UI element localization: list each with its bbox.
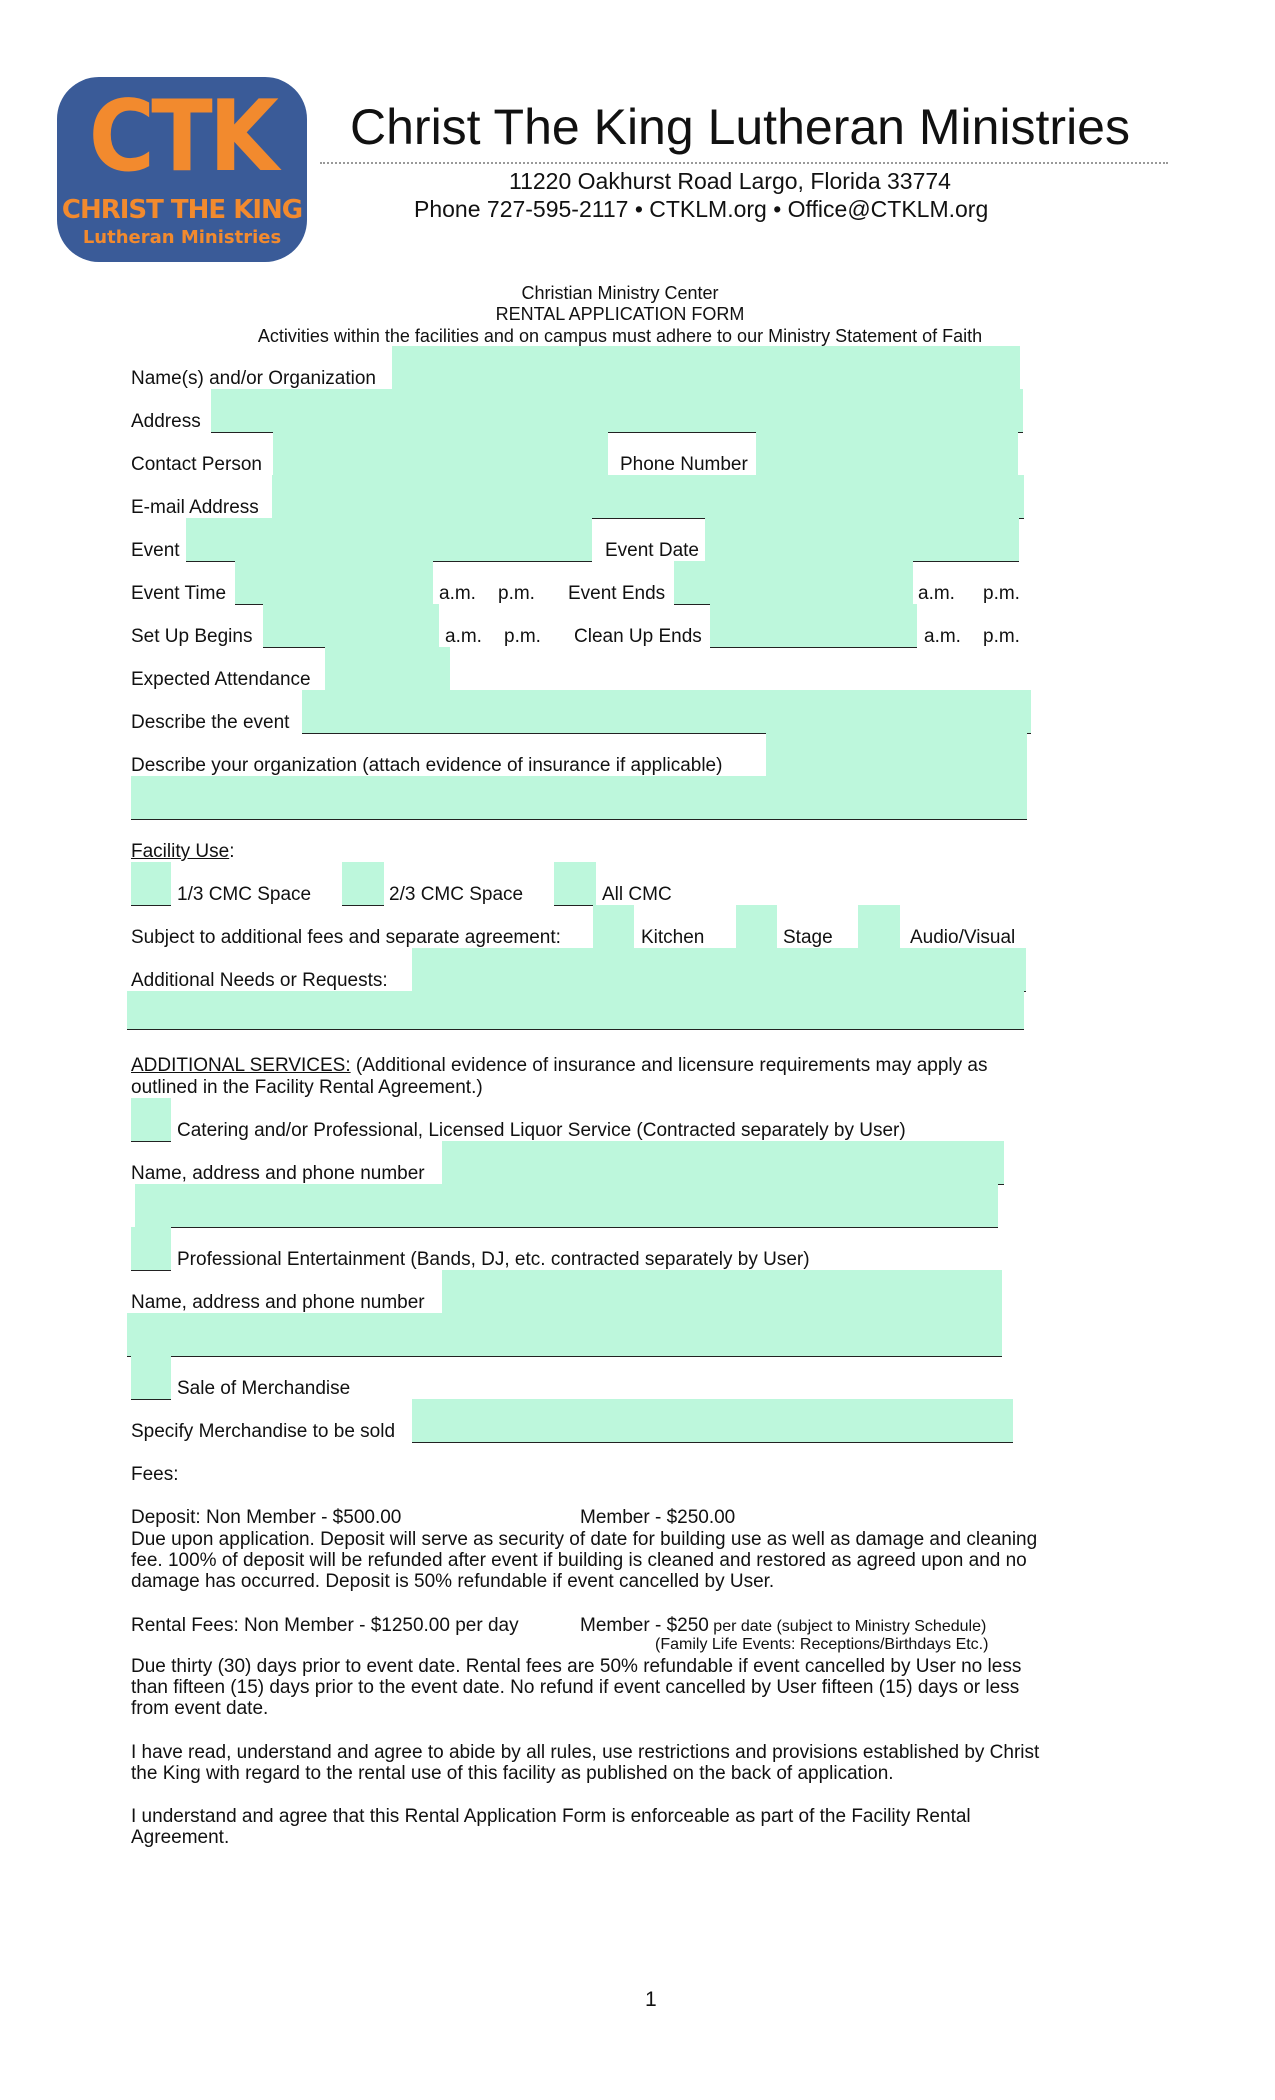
label-all-cmc: All CMC: [602, 884, 672, 905]
label-event-date: Event Date: [605, 540, 699, 561]
label-attendance: Expected Attendance: [131, 669, 311, 690]
label-cleanup-ends: Clean Up Ends: [574, 626, 702, 647]
org-name: Christ The King Lutheran Ministries: [350, 99, 1130, 155]
label-event: Event: [131, 540, 180, 561]
logo-line2: Lutheran Ministries: [82, 227, 282, 248]
page-number: 1: [645, 1988, 657, 2011]
deposit-paragraph-line2: fee. 100% of deposit will be refunded after event if building is cleaned and restored as agreed upon and no: [131, 1550, 1027, 1571]
checkbox-two-thirds-cmc[interactable]: [342, 862, 384, 906]
checkbox-kitchen[interactable]: [593, 905, 634, 949]
event-time-field[interactable]: [235, 561, 433, 605]
describe-org-field[interactable]: [766, 733, 1027, 777]
fees-heading: Fees:: [131, 1464, 179, 1485]
services-note-line2: outlined in the Facility Rental Agreement.): [131, 1077, 483, 1098]
rental-note: (Family Life Events: Receptions/Birthdays Etc.): [655, 1636, 989, 1653]
checkbox-one-third-cmc[interactable]: [131, 862, 171, 906]
attendance-field[interactable]: [325, 647, 450, 691]
form-header-line1: Christian Ministry Center: [521, 283, 719, 303]
event-time-pm[interactable]: p.m.: [498, 583, 535, 604]
label-entertainment: Professional Entertainment (Bands, DJ, etc. contracted separately by User): [177, 1249, 810, 1270]
checkbox-merchandise[interactable]: [131, 1356, 171, 1400]
header-divider: [320, 162, 1168, 164]
label-kitchen: Kitchen: [641, 927, 705, 948]
email-field[interactable]: [272, 475, 1024, 519]
label-contact-person: Contact Person: [131, 454, 262, 475]
event-ends-am[interactable]: a.m.: [918, 583, 955, 604]
cleanup-am[interactable]: a.m.: [924, 626, 961, 647]
setup-pm[interactable]: p.m.: [504, 626, 541, 647]
entertainment-contact-field[interactable]: [442, 1270, 1002, 1314]
rental-non-member: Rental Fees: Non Member - $1250.00 per day: [131, 1615, 519, 1636]
enforceable-line2: Agreement.: [131, 1827, 230, 1848]
label-phone-number: Phone Number: [620, 454, 748, 475]
label-entertainment-contact: Name, address and phone number: [131, 1292, 425, 1313]
form-header-line2: RENTAL APPLICATION FORM: [495, 304, 745, 324]
cleanup-pm[interactable]: p.m.: [983, 626, 1020, 647]
checkbox-all-cmc[interactable]: [554, 862, 596, 906]
label-specify-merchandise: Specify Merchandise to be sold: [131, 1421, 396, 1442]
org-contact: Phone 727-595-2117 • CTKLM.org • Office@CTKLM.org: [414, 196, 989, 222]
describe-org-field-line2[interactable]: [131, 776, 1027, 820]
event-date-field[interactable]: [705, 518, 1019, 562]
specify-merchandise-field[interactable]: [412, 1399, 1013, 1443]
deposit-paragraph-line3: damage has occurred. Deposit is 50% refundable if event cancelled by User.: [131, 1571, 775, 1592]
label-address: Address: [131, 411, 201, 432]
label-one-third-cmc: 1/3 CMC Space: [177, 884, 312, 905]
deposit-paragraph-line1: Due upon application. Deposit will serve as security of date for building use as well as damage and cleaning: [131, 1529, 1038, 1550]
label-setup-begins: Set Up Begins: [131, 626, 253, 647]
label-describe-org: Describe your organization (attach evidence of insurance if applicable): [131, 755, 723, 776]
logo-monogram: CTK: [88, 80, 276, 194]
label-merchandise: Sale of Merchandise: [177, 1378, 351, 1399]
entertainment-contact-field-line2[interactable]: [127, 1313, 1002, 1357]
checkbox-catering[interactable]: [131, 1098, 171, 1142]
label-additional-fees: Subject to additional fees and separate agreement:: [131, 927, 561, 948]
additional-needs-field-line2[interactable]: [127, 991, 1024, 1030]
deposit-member: Member - $250.00: [580, 1507, 736, 1528]
checkbox-stage[interactable]: [736, 905, 777, 949]
event-time-am[interactable]: a.m.: [439, 583, 476, 604]
rental-member: Member - $250 per date (subject to Ministry Schedule): [580, 1615, 987, 1636]
agreement-line1: I have read, understand and agree to abide by all rules, use restrictions and provisions established by Christ: [131, 1742, 1040, 1763]
event-ends-pm[interactable]: p.m.: [983, 583, 1020, 604]
enforceable-line1: I understand and agree that this Rental Application Form is enforceable as part of the Facility Rental: [131, 1806, 971, 1827]
setup-am[interactable]: a.m.: [445, 626, 482, 647]
rental-paragraph-line3: from event date.: [131, 1698, 269, 1719]
event-ends-field[interactable]: [674, 561, 913, 605]
label-catering-contact: Name, address and phone number: [131, 1163, 425, 1184]
org-address: 11220 Oakhurst Road Largo, Florida 33774: [509, 168, 951, 194]
event-field[interactable]: [186, 518, 592, 562]
label-email: E-mail Address: [131, 497, 259, 518]
form-header-line3: Activities within the facilities and on campus must adhere to our Ministry Statement of Faith: [257, 326, 983, 346]
deposit-non-member: Deposit: Non Member - $500.00: [131, 1507, 402, 1528]
catering-contact-field-line2[interactable]: [135, 1184, 998, 1228]
label-catering: Catering and/or Professional, Licensed Liquor Service (Contracted separately by User): [177, 1120, 906, 1141]
label-two-thirds-cmc: 2/3 CMC Space: [389, 884, 524, 905]
checkbox-entertainment[interactable]: [131, 1227, 171, 1271]
address-field[interactable]: [211, 389, 1023, 433]
services-heading: ADDITIONAL SERVICES: (Additional evidence of insurance and licensure requirements may apply as: [131, 1055, 988, 1076]
cleanup-ends-field[interactable]: [710, 604, 917, 648]
name-org-field[interactable]: [392, 346, 1020, 390]
describe-event-field[interactable]: [302, 690, 1031, 734]
label-audio-visual: Audio/Visual: [910, 927, 1016, 948]
label-name-org: Name(s) and/or Organization: [131, 368, 376, 389]
label-additional-needs: Additional Needs or Requests:: [131, 970, 388, 991]
label-stage: Stage: [783, 927, 833, 948]
catering-contact-field[interactable]: [442, 1141, 1004, 1185]
contact-person-field[interactable]: [273, 432, 608, 476]
checkbox-audio-visual[interactable]: [858, 905, 900, 949]
ctk-logo: [57, 77, 307, 262]
rental-paragraph-line2: than fifteen (15) days prior to the event date. No refund if event cancelled by User fifteen (15) days or less: [131, 1677, 1020, 1698]
additional-needs-field[interactable]: [412, 948, 1026, 992]
label-event-ends: Event Ends: [568, 583, 666, 604]
logo-line1: CHRIST THE KING: [61, 195, 303, 225]
agreement-line2: the King with regard to the rental use of this facility as published on the back of application.: [131, 1763, 894, 1784]
label-describe-event: Describe the event: [131, 712, 290, 733]
setup-begins-field[interactable]: [263, 604, 439, 648]
phone-number-field[interactable]: [756, 432, 1018, 476]
facility-heading: Facility Use:: [131, 841, 235, 862]
rental-paragraph-line1: Due thirty (30) days prior to event date. Rental fees are 50% refundable if event cancelled by User no less: [131, 1656, 1022, 1677]
label-event-time: Event Time: [131, 583, 227, 604]
